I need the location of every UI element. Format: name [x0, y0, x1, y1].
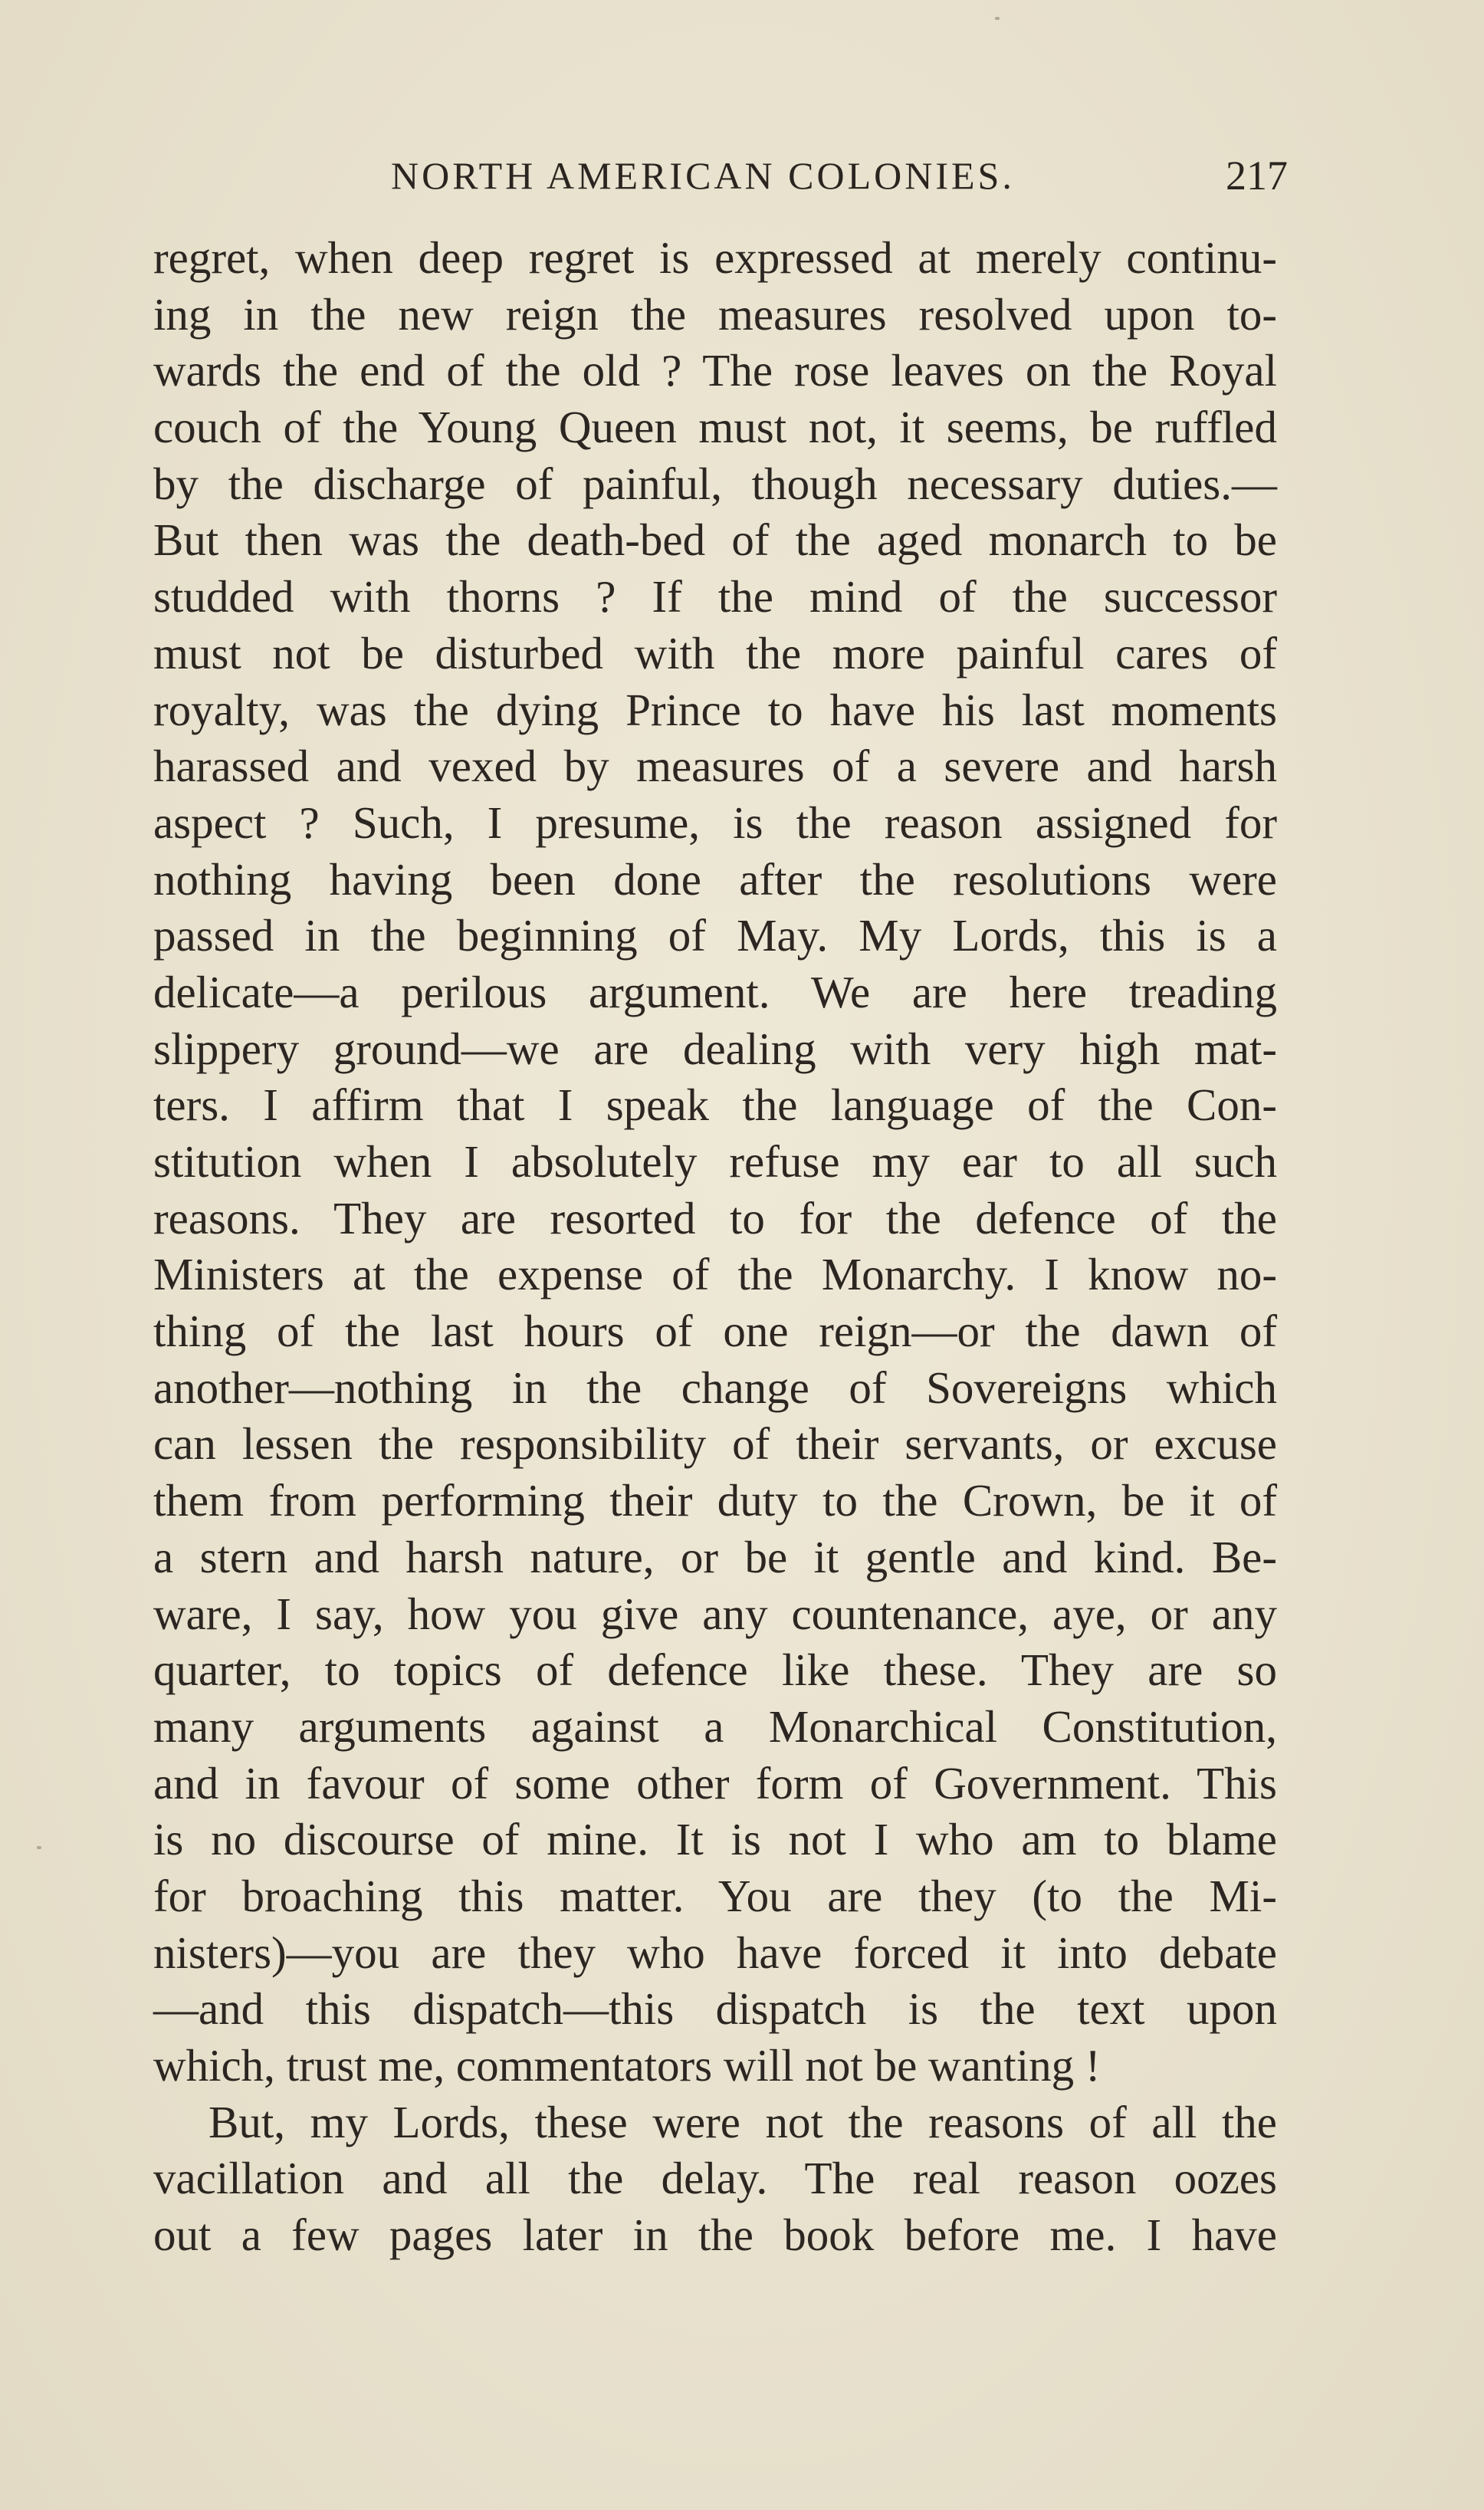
paper-speck	[37, 1846, 41, 1849]
text-line: quarter, to topics of defence like these. They are so	[153, 1644, 1277, 1696]
text-line: vacillation and all the delay. The real reason oozes	[153, 2153, 1277, 2204]
body-text	[153, 230, 1277, 2264]
text-line: wards the end of the old ? The rose leaves on the Royal	[153, 345, 1277, 396]
running-head	[153, 147, 1288, 201]
text-line: Ministers at the expense of the Monarchy. I know no-	[153, 1249, 1277, 1300]
text-line: is no discourse of mine. It is not I who am to blame	[153, 1814, 1277, 1865]
text-line: a stern and harsh nature, or be it gentle and kind. Be-	[153, 1531, 1277, 1582]
text-line: nothing having been done after the resolutions were	[153, 853, 1277, 905]
text-line: ters. I affirm that I speak the language of the Con-	[153, 1079, 1277, 1131]
text-line: can lessen the responsibility of their servants, or excuse	[153, 1418, 1277, 1470]
page-number: 217	[1226, 153, 1288, 199]
text-line: royalty, was the dying Prince to have his last moments	[153, 684, 1277, 735]
text-line: many arguments against a Monarchical Constitution,	[153, 1700, 1277, 1752]
text-line: and in favour of some other form of Government. This	[153, 1757, 1277, 1809]
paper-speck	[995, 17, 1000, 20]
text-line: —and this dispatch—this dispatch is the text upon	[153, 1983, 1277, 2035]
text-line: out a few pages later in the book before me. I have	[153, 2209, 1277, 2261]
text-line: nisters)—you are they who have forced it into debate	[153, 1927, 1277, 1978]
text-line: which, trust me, commentators will not be wanting !	[153, 2040, 1101, 2091]
text-line: another—nothing in the change of Sovereigns which	[153, 1362, 1277, 1413]
running-title: NORTH AMERICAN COLONIES.	[391, 154, 1015, 197]
text-line: delicate—a perilous argument. We are here treading	[153, 966, 1277, 1017]
text-line: must not be disturbed with the more painful cares of	[153, 627, 1277, 678]
text-line: studded with thorns ? If the mind of the successor	[153, 571, 1277, 623]
text-line: by the discharge of painful, though necessary duties.—	[153, 458, 1277, 509]
text-line: thing of the last hours of one reign—or the dawn of	[153, 1306, 1277, 1357]
text-line: ware, I say, how you give any countenance, aye, or any	[153, 1588, 1277, 1639]
text-line: But, my Lords, these were not the reasons of all the	[208, 2096, 1277, 2147]
text-line: stitution when I absolutely refuse my ear to all such	[153, 1136, 1277, 1187]
text-line: couch of the Young Queen must not, it seems, be ruffled	[153, 402, 1277, 453]
text-line: for broaching this matter. You are they (to the Mi-	[153, 1870, 1277, 1921]
text-line: harassed and vexed by measures of a severe and harsh	[153, 741, 1277, 792]
text-line: regret, when deep regret is expressed at merely continu-	[153, 232, 1277, 283]
text-line: slippery ground—we are dealing with very high mat-	[153, 1023, 1277, 1074]
text-line: But then was the death-bed of the aged monarch to be	[153, 514, 1277, 566]
text-line: aspect ? Such, I presume, is the reason assigned for	[153, 797, 1277, 848]
text-line: them from performing their duty to the Crown, be it of	[153, 1475, 1277, 1526]
text-line: passed in the beginning of May. My Lords, this is a	[153, 910, 1277, 961]
text-line: ing in the new reign the measures resolved upon to-	[153, 288, 1277, 340]
text-line: reasons. They are resorted to for the defence of the	[153, 1192, 1277, 1244]
